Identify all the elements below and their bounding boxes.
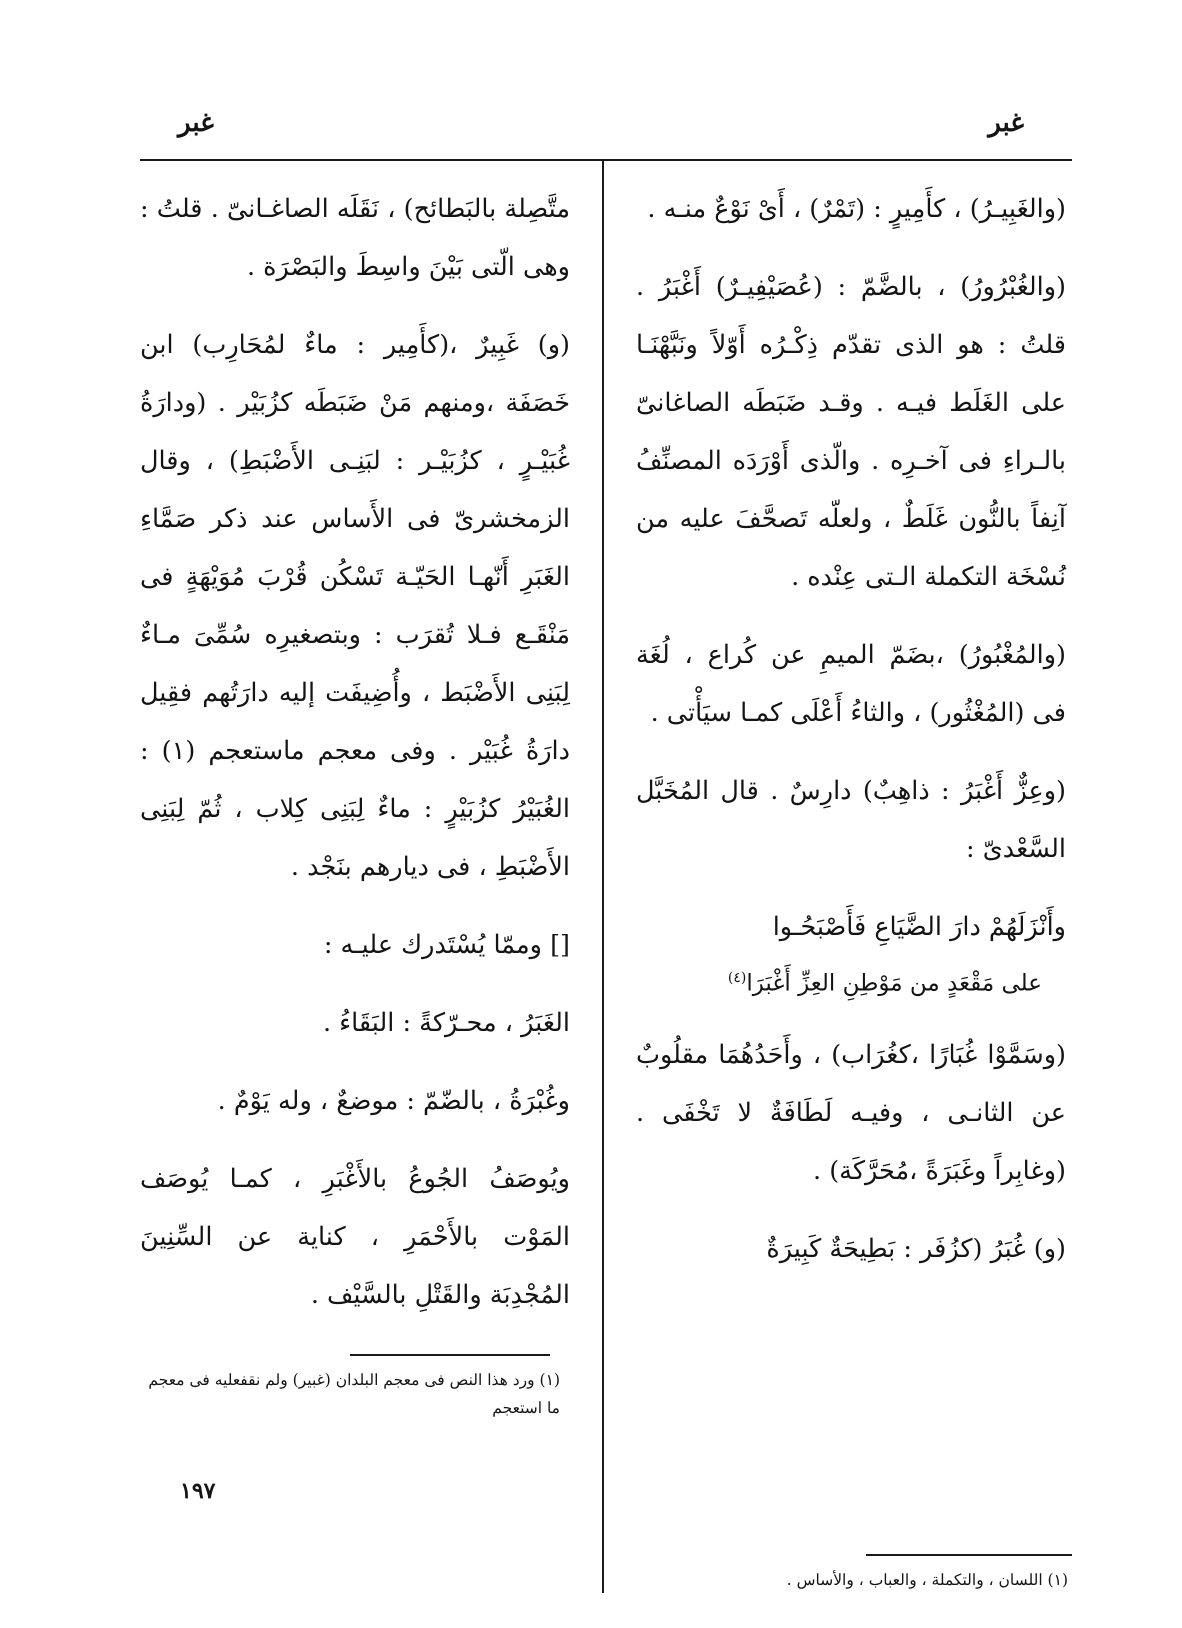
footnote-right: (١) اللسان ، والتكملة ، والعباب ، والأساس . bbox=[786, 1571, 1068, 1589]
entry-izz-aghbar: (وعِزٌّ أَغْبَرُ : ذاهِبٌ) دارِسٌ . قال المُخَبَّل السَّعْدىّ : bbox=[636, 776, 1066, 864]
entry-ghubra: وغُبْرَةُ ، بالضّمّ : موضعٌ ، وله يَوْمٌ . bbox=[217, 1086, 570, 1116]
left-column bbox=[140, 180, 570, 1324]
entry-ghubar-names: (وسَمَّوْا غُبَارًا ،كغُرَاب) ، وأَحَدُهُمَا مقلُوبٌ عن الثانـى ، وفيـه لَطَافَةٌ لا تَخْفَى . (وغابِراً وغَبَرَةً ،مُحَرَّكَة) . bbox=[636, 1039, 1066, 1186]
column-divider bbox=[602, 161, 604, 1593]
entry-continuation: متَّصِلة بالبَطائح) ، نَقَلَه الصاغـانىّ . قلتُ : وهى الّتى بَيْنَ واسِطَ والبَصْرَة . bbox=[140, 194, 570, 282]
entry-ghabar-baqa: الغَبَرُ ، محـرّكةً : البَقَاءُ . bbox=[322, 1008, 570, 1038]
running-header-right: غبر bbox=[988, 108, 1024, 138]
addenda-heading: [] وممّا يُسْتَدرك عليـه : bbox=[323, 930, 570, 960]
page-number: ١٩٧ bbox=[180, 1478, 216, 1504]
verse-footnote-marker: (٤) bbox=[727, 970, 747, 986]
entry-ghabir-tamr: (والغَبِيـرُ) ، كأَمِيرٍ : (تَمْرٌ) ، أَىْ نَوْعٌ منـه . bbox=[647, 194, 1066, 224]
header-rule bbox=[140, 159, 1072, 161]
entry-ghabir-water: (و) غَبِيرٌ ،(كأَمِير : ماءٌ لمُحَارِب) ابن خَصَفَة ،ومنهم مَنْ ضَبَطَه كزُبَيْر . (ودارَةُ غُبَيْـرٍ ، كزُبَيْـر : لبَنِـى الأَضْبَطِ) ، وقال الزمخشرىّ فى الأَساس عند ذكر صَمَّاءِ الغَبَرِ أَنّهـا الحَيّـة تَسْكُن قُرْبَ مُوَيْهَةٍ فى مَنْقَـع فـلا تُقرَب : وبتصغيرِه سُمِّىَ مـاءٌ لِبَنِى الأَضْبَط ، وأُضِيفَت إليه دارَتُهم فقِيل دارَةُ غُبَيْر . وفى معجم ماستعجم (١) : الغُبَيْرُ كزُبَيْرٍ : ماءٌ لِبَنِى كِلاب ، ثُمّ لِبَنِى الأَضْبَطِ ، فى ديارهم بنَجْد . bbox=[140, 330, 570, 882]
running-header-left: غبر bbox=[178, 108, 214, 138]
footnote-rule-left bbox=[350, 1354, 550, 1356]
verse-line-1: وأَنْزَلَهُمْ دارَ الضَّيَاعِ فَأَصْبَحُـوا bbox=[772, 912, 1066, 942]
entry-mughbur: (والمُغْبُورُ) ،بضَمّ الميمِ عن كُراع ، لُغَة فى (المُغْثُور) ، والثاءُ أَعْلَى كمـا سيَأْتى . bbox=[636, 640, 1066, 728]
entry-ghubar-batiha: (و) غُبَرُ (كزُفَر : بَطِيحَةٌ كَبِيرَةٌ bbox=[766, 1233, 1066, 1264]
footnote-left: (١) ورد هذا النص فى معجم البلدان (غبير) ولم نقفعليه فى معجم ما استعجم bbox=[148, 1371, 560, 1417]
entry-aghbar-hunger: ويُوصَفُ الجُوعُ بالأَغْبَرِ ، كمـا يُوصَف المَوْت بالأَحْمَرِ ، كناية عن السِّنِينَ المُجْدِبَة والقَتْلِ بالسَّيْف . bbox=[140, 1164, 570, 1310]
verse-line-2-text: على مَقْعَدٍ من مَوْطِنِ العِزِّ أَغْبَرَا bbox=[746, 970, 1042, 997]
entry-ghubrur: (والغُبْرُورُ) ، بالضَّمّ : (عُصَيْفِيـرٌ) أَغْبَرُ . قلتُ : هو الذى تقدّم ذِكْـرُه أَوّلاً ونَبَّهْنَـا على الغَلَط فيـه . وقـد ضَبَطَه الصاغانىّ بالـراءِ فى آخـرِه . والّذى أَوْرَدَه المصنِّفُ آنِفاً بالنُّون غَلَطٌ ، ولعلّه تَصحَّفَ عليه من نُسْخَة التكملة الـتى عِنْده . bbox=[636, 272, 1066, 592]
footnote-rule-right bbox=[866, 1554, 1072, 1556]
right-column bbox=[636, 180, 1066, 1278]
verse-line-2 bbox=[636, 956, 1066, 1006]
